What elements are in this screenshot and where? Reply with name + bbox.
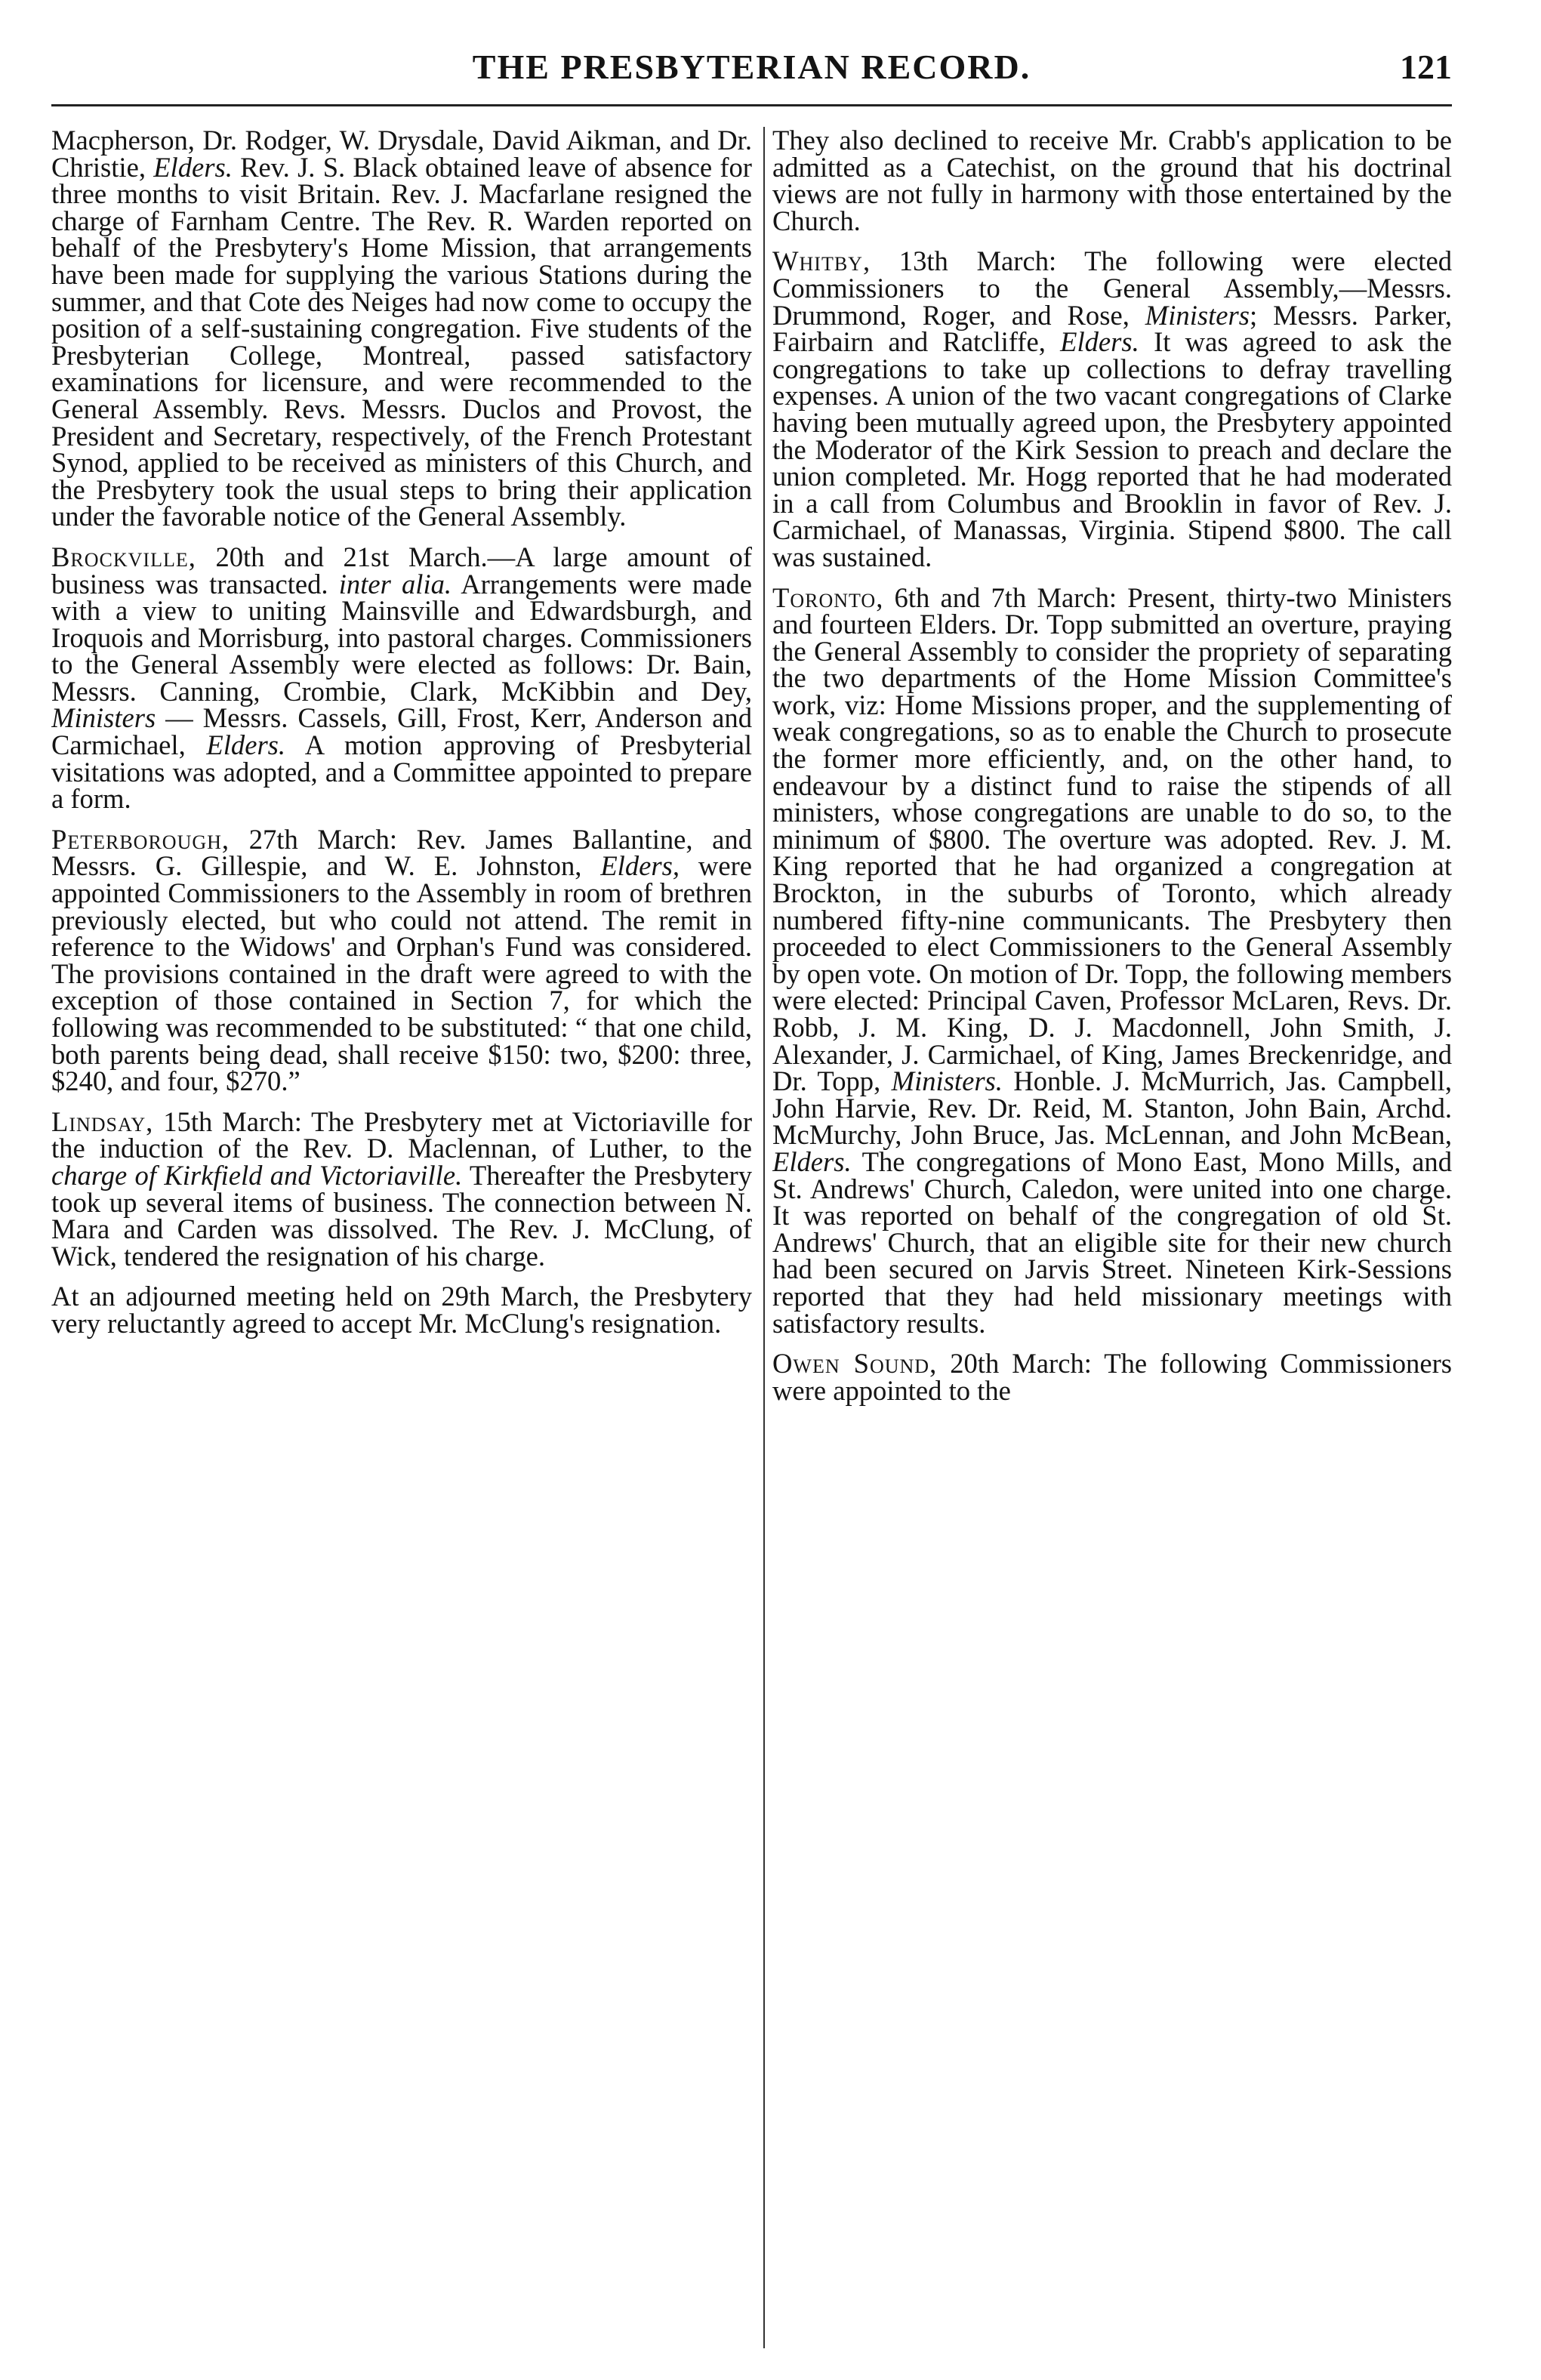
text-run: Thereafter the Presbytery took up several items of business. The connection between N. Mara and Carden was dissolved. The Rev. J. McClung, of Wick, tendered the resignation of his charge.	[51, 1159, 752, 1272]
italic-run: Elders,	[600, 850, 680, 882]
text-run: 20th and 21st March.—A large amount of business was transacted.	[51, 541, 752, 600]
paragraph-montreal-continued	[51, 127, 752, 530]
italic-run: Elders.	[772, 1145, 852, 1177]
paragraph-toronto	[772, 581, 1452, 1339]
text-run: It was agreed to ask the congregations to take up collections to defray travelling expenses. A union of the two vacant congregations of Clarke having been mutually agreed upon, the Presbytery appointed the Moderator of the Kirk Session to preach and declare the union completed. Mr. Hogg reported that he had moderated in a call from Columbus and Brooklin in favor of Rev. J. Carmichael, of Manassas, Virginia. Stipend $800. The call was sustained.	[772, 326, 1452, 572]
italic-run: Elders.	[153, 151, 233, 183]
text-run: 6th and 7th March: Present, thirty-two Ministers and fourteen Elders. Dr. Topp submitted an overture, praying the General Assembly to consider the propriety of separating the two departments of the Home Mission Committee's work, viz: Home Missions proper, and the supplementing of weak congregations, so as to enable the Church to prosecute the former more efficiently, and, on the other hand, to endeavour by a distinct fund to raise the stipends of all ministers, whose congregations are unable to do so, to the minimum of $800. The overture was adopted. Rev. J. M. King reported that he had organized a congregation at Brockton, in the suburbs of Toronto, which already numbered fifty-nine communicants. The Presbytery then proceeded to elect Commissioners to the General Assembly by open vote. On motion of Dr. Topp, the following members were elected: Principal Caven, Professor McLaren, Revs. Dr. Robb, J. M. King, D. J. Macdonnell, John Smith, J. Alexander, J. Carmichael, of King, James Breckenridge, and Dr. Topp,	[772, 581, 1452, 1097]
text-run: 15th March: The Presbytery met at Victoriaville for the induction of the Rev. D. Maclennan, of Luther, to the	[51, 1105, 752, 1164]
place-name: Lindsay,	[51, 1105, 154, 1137]
italic-run: Elders.	[206, 729, 286, 761]
text-run: 13th March: The following were elected Commissioners to the General Assembly,—Messrs. Drummond, Roger, and Rose,	[772, 245, 1452, 331]
text-run: The congregations of Mono East, Mono Mills, and St. Andrews' Church, Caledon, were united into one charge. It was reported on behalf of the congregation of old St. Andrews' Church, that an eligible site for their new church had been secured on Jarvis Street. Nineteen Kirk-Sessions reported that they had held missionary meetings with satisfactory results.	[772, 1145, 1452, 1339]
text-run: Honble. J. McMurrich, Jas. Campbell, John Harvie, Rev. Dr. Reid, M. Stanton, John Bain, Archd. McMurchy, John Bruce, Jas. McLennan, and John McBean,	[772, 1065, 1452, 1151]
text-run: Rev. J. S. Black obtained leave of absence for three months to visit Britain. Rev. J. Macfarlane resigned the charge of Farnham Centre. The Rev. R. Warden reported on behalf of the Presbytery's Home Mission, that arrangements have been made for supplying the various Stations during the summer, and that Cote des Neiges had now come to occupy the position of a self-sustaining congregation. Five students of the Presbyterian College, Montreal, passed satisfactory examinations for licensure, and were recommended to the General Assembly. Revs. Messrs. Duclos and Provost, the President and Secretary, respectively, of the French Protestant Synod, applied to be received as ministers of this Church, and the Presbytery took the usual steps to bring their application under the favorable notice of the General Assembly.	[51, 151, 752, 532]
right-column	[772, 127, 1452, 2354]
text-run: ; Messrs. Parker, Fairbairn and Ratcliffe,	[772, 299, 1452, 358]
place-name: Owen Sound,	[772, 1348, 938, 1380]
text-run: 27th March: Rev. James Ballantine, and Messrs. G. Gillespie, and W. E. Johnston,	[51, 823, 752, 882]
running-head: THE PRESBYTERIAN RECORD.	[472, 48, 1031, 86]
text-run: Arrangements were made with a view to uniting Mainsville and Edwardsburgh, and Iroquois and Morrisburg, into pastoral charges. Commissioners to the General Assembly were elected as follows: Dr. Bain, Messrs. Canning, Crombie, Clark, McKibbin and Dey,	[51, 568, 752, 707]
place-name: Peterborough,	[51, 823, 230, 855]
italic-run: charge of Kirkfield and Victoriaville.	[51, 1159, 463, 1191]
paragraph-brockville	[51, 541, 752, 815]
text-run: were appointed Commissioners to the Assembly in room of brethren previously elected, but who could not attend. The remit in reference to the Widows' and Orphan's Fund was considered. The provisions contained in the draft were agreed to with the exception of those contained in Section 7, for which the following was recommended to be substituted: “ that one child, both parents being dead, shall receive $150: two, $200: three, $240, and four, $270.”	[51, 850, 752, 1097]
italic-run: Ministers.	[891, 1065, 1003, 1097]
place-name: Brockville,	[51, 541, 196, 572]
paragraph-adjourned-meeting: At an adjourned meeting held on 29th March, the Presbytery very reluctantly agreed to accept Mr. McClung's resignation.	[51, 1281, 752, 1339]
text-run: Macpherson, Dr. Rodger, W. Drysdale, David Aikman, and Dr. Christie,	[51, 127, 752, 183]
italic-run: Elders.	[1060, 326, 1139, 358]
place-name: Toronto,	[772, 581, 884, 613]
paragraph-whitby	[772, 245, 1452, 572]
italic-run: inter alia.	[338, 568, 452, 600]
paragraph-lindsay	[51, 1105, 752, 1272]
column-divider	[763, 127, 765, 2348]
left-column	[51, 127, 752, 2354]
text-run: A motion approving of Presbyterial visitations was adopted, and a Committee appointed to prepare a form.	[51, 729, 752, 815]
header-rule	[51, 104, 1452, 106]
italic-run: Ministers	[1145, 299, 1250, 331]
italic-run: Ministers	[51, 702, 156, 734]
paragraph-crabb: They also declined to receive Mr. Crabb's application to be admitted as a Catechist, on the ground that his doctrinal views are not fully in harmony with those entertained by the Church.	[772, 127, 1452, 236]
paragraph-peterborough	[51, 823, 752, 1097]
page-number: 121	[1400, 48, 1452, 86]
paragraph-owen-sound	[772, 1350, 1452, 1404]
text-run: 20th March: The following Commissioners were appointed to the	[772, 1348, 1452, 1406]
page-header	[51, 44, 1452, 97]
text-run: — Messrs. Cassels, Gill, Frost, Kerr, Anderson and Carmichael,	[51, 702, 752, 761]
place-name: Whitby,	[772, 245, 871, 277]
